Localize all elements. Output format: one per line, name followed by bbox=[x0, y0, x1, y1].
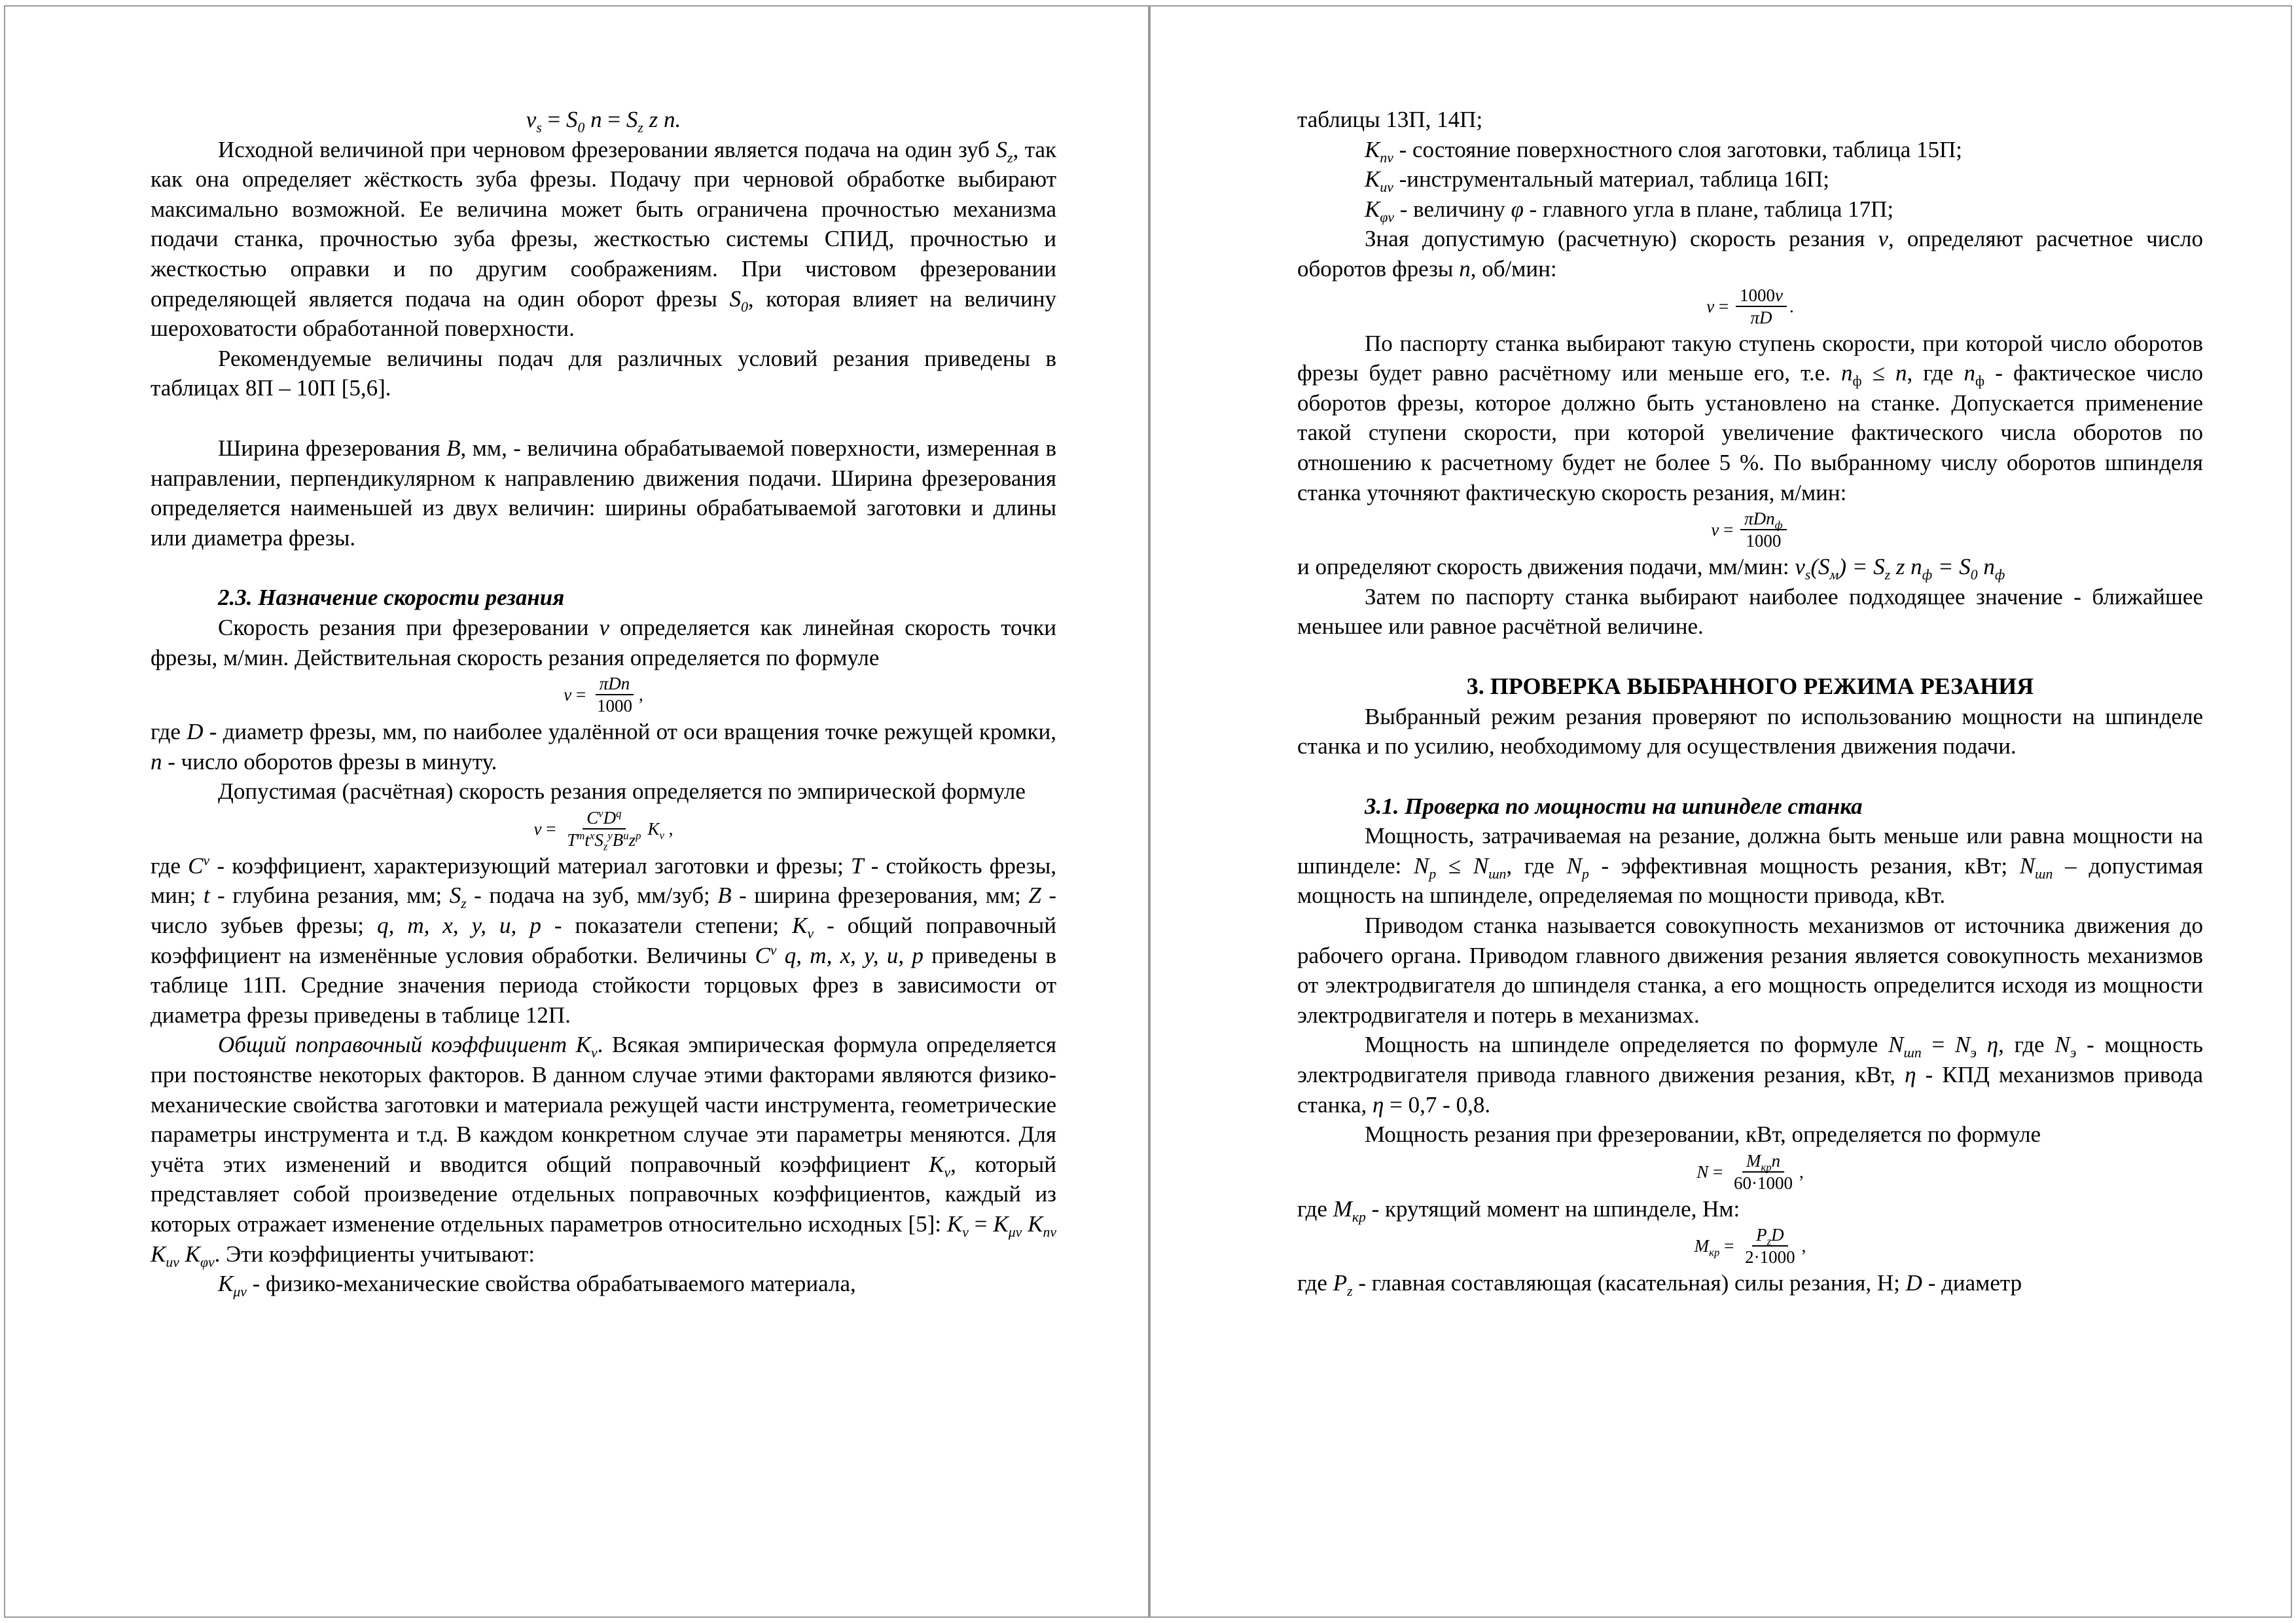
paragraph-speed-step: По паспорту станка выбирают такую ступень скорости, при которой число оборотов фрезы будет равно расчётному или меньше его, т.е. $n_ф \le n$, где $n_ф$ - фактическое число оборотов фрезы, которое должно быть установлено на станке. Допускается применение такой ступени скорости, при которой увеличение фактического числа оборотов по отношению к расчетному будет не более 5 %. По выбранному числу оборотов шпинделя станка уточняют фактическую скорость резания, м/мин: bbox=[1297, 330, 2203, 505]
formula-torque: $M_{кр}$ = $\frac{P_zD}{2\cdot 1000}$ , bbox=[1694, 1225, 1806, 1267]
paragraph-rotation-count: Зная допустимую (расчетную) скорость резания v, определяют расчетное число оборотов фрезы n, об/мин: bbox=[1297, 226, 2203, 282]
paragraph-coefficients: где $C^v$ - коэффициент, характеризующий материал заготовки и фрезы; T - стойкость фрезы, мин; t - глубина резания, мм; $S_z$ - подача на зуб, мм/зуб; B - ширина фрезерования, мм; Z - число зубьев фрезы; q, m, x, y, u, p - показатели степени; $K_v$ - общий поправочный коэффициент на изменённые условия обработки. Величины $C^v$ q, m, x, y, u, p приведены в таблице 11П. Средние значения периода стойкости торцовых фрез в зависимости от диаметра фрезы приведены в таблице 12П. bbox=[151, 852, 1056, 1028]
paragraph-feed-tables: Рекомендуемые величины подач для различных условий резания приведены в таблицах 8П – 10П [5,6]. bbox=[151, 345, 1056, 401]
paragraph-feed-speed: и определяют скорость движения подачи, мм/мин: $v_s(S_м) = S_z$ z $n_ф = S_0$ $n_ф$ bbox=[1297, 554, 2005, 583]
paragraph-k-phi-v: $K_{\varphi v}$ - величину φ - главного угла в плане, таблица 17П; bbox=[1365, 196, 1894, 225]
formula-actual-speed: v = $\frac{\text{πDn}}{1000}$ , bbox=[564, 674, 643, 716]
paragraph-diameter-def: где D - диаметр фрезы, мм, по наиболее удалённой от оси вращения точке режущей кромки, n - число оборотов фрезы в минуту. bbox=[151, 719, 1056, 775]
paragraph-k-nv: $K_{nv}$ - состояние поверхностного слоя заготовки, таблица 15П; bbox=[1365, 136, 1962, 166]
paragraph-cutting-speed: Скорость резания при фрезеровании v определяется как линейная скорость точки фрезы, м/мин. Действительная скорость резания определяется по формуле bbox=[151, 614, 1056, 670]
paragraph-nearest-value: Затем по паспорту станка выбирают наиболее подходящее значение - ближайшее меньшее или равное расчётной величине. bbox=[1297, 583, 2203, 640]
paragraph-rough-feed: Исходной величиной при черновом фрезеровании является подача на один зуб $S_z$, так как она определяет жёсткость зуба фрезы. Подачу при черновой обработке выбирают максимально возможной. Ее величина может быть ограничена прочностью механизма подачи станка, прочностью зуба фрезы, жесткостью системы СПИД, прочностью и жесткостью оправки и по другим соображениям. При чистовом фрезеровании определяющей является подача на один оборот фрезы $S_0$, которая влияет на величину шероховатости обработанной поверхности. bbox=[151, 136, 1057, 342]
paragraph-spindle-power: Мощность на шпинделе определяется по формуле $N_{шп} = N_э$ η, где $N_э$ - мощность электродвигателя привода главного движения резания, кВт, η - КПД механизмов привода станка, η = 0,7 - 0,8. bbox=[1297, 1032, 2204, 1118]
paragraph-k-uv: $K_{uv}$ -инструментальный материал, таблица 16П; bbox=[1365, 166, 1829, 196]
formula-rotation: v = $\frac{1000v}{\pi D}$ . bbox=[1706, 285, 1794, 327]
section-heading-3: 3. ПРОВЕРКА ВЫБРАННОГО РЕЖИМА РЕЗАНИЯ bbox=[1466, 672, 2034, 699]
paragraph-power-condition: Мощность, затрачиваемая на резание, должна быть меньше или равна мощности на шпинделе: $N_p \le N_{шп}$, где $N_p$ - эффективная мощность резания, кВт; $N_{шп}$ – допустимая мощность на шпинделе, определяемая по мощности привода, кВт. bbox=[1297, 823, 2203, 909]
left-page bbox=[4, 5, 1149, 1618]
paragraph-torque-def: где $M_{кр}$ - крутящий момент на шпинделе, Нм: bbox=[1297, 1195, 1740, 1225]
right-column bbox=[1297, 105, 2203, 1298]
paragraph-empirical-formula: Допустимая (расчётная) скорость резания определяется по эмпирической формуле bbox=[218, 778, 1026, 805]
formula-actual-speed-f: v = $\frac{\pi Dn_ф}{1000}$ bbox=[1297, 509, 2203, 551]
paragraph-check-mode: Выбранный режим резания проверяют по использованию мощности на шпинделе станка и по усилию, необходимому для осуществления движения подачи. bbox=[1297, 703, 2203, 759]
left-column bbox=[151, 105, 1056, 1299]
paragraph-force-def: где $P_z$ - главная составляющая (касательная) силы резания, Н; D - диаметр bbox=[1297, 1270, 2022, 1300]
paragraph-general-coefficient: Общий поправочный коэффициент $K_v$. Всякая эмпирическая формула определяется при постоянстве некоторых факторов. В данном случае этими факторами являются физико-механические свойства заготовки и материала режущей части инструмента, геометрические параметры инструмента и т.д. В каждом конкретном случае эти параметры меняются. Для учёта этих изменений и вводится общий поправочный коэффициент $K_v$, который представляет собой произведение отдельных поправочных коэффициентов, каждый из которых отражает изменение отдельных параметров относительно исходных [5]: $K_v = K_{\mu v}$ $K_{nv}$ $K_{uv}$ $K_{\varphi v}$. Эти коэффициенты учитывают: bbox=[151, 1032, 1056, 1270]
formula-allowed-speed: v = $\frac{C^vD^q}{T^mt^xS_z^yB^uz^p}$ $K_v$ , bbox=[533, 807, 673, 853]
formula-feed-rate: $v_s = S_0$ $n = S_z$ z n. bbox=[526, 107, 681, 136]
right-page bbox=[1149, 5, 2292, 1618]
paragraph-tables-13-14: таблицы 13П, 14П; bbox=[1297, 107, 1483, 132]
paragraph-cutting-power: Мощность резания при фрезеровании, кВт, определяется по формуле bbox=[1365, 1122, 2041, 1148]
section-heading-3-1: 3.1. Проверка по мощности на шпинделе станка bbox=[1365, 793, 1863, 819]
paragraph-k-mu-v: $K_{\mu v}$ - физико-механические свойства обрабатываемого материала, bbox=[218, 1271, 856, 1300]
paragraph-drive-def: Приводом станка называется совокупность механизмов от источника движения до рабочего органа. Приводом главного движения резания является совокупность механизмов от электродвигателя до шпинделя станка, а его мощность определится исходя из мощности электродвигателя и потерь в механизмах. bbox=[1297, 913, 2203, 1028]
formula-power: N = $\frac{M_{кр}n}{60\cdot 1000}$ , bbox=[1696, 1150, 1804, 1193]
paragraph-milling-width: Ширина фрезерования B, мм, - величина обрабатываемой поверхности, измеренная в направлении, перпендикулярном к направлению движения подачи. Ширина фрезерования определяется наименьшей из двух величин: ширины обрабатываемой заготовки и длины или диаметра фрезы. bbox=[151, 435, 1056, 551]
section-heading-2-3: 2.3. Назначение скорости резания bbox=[218, 585, 565, 611]
